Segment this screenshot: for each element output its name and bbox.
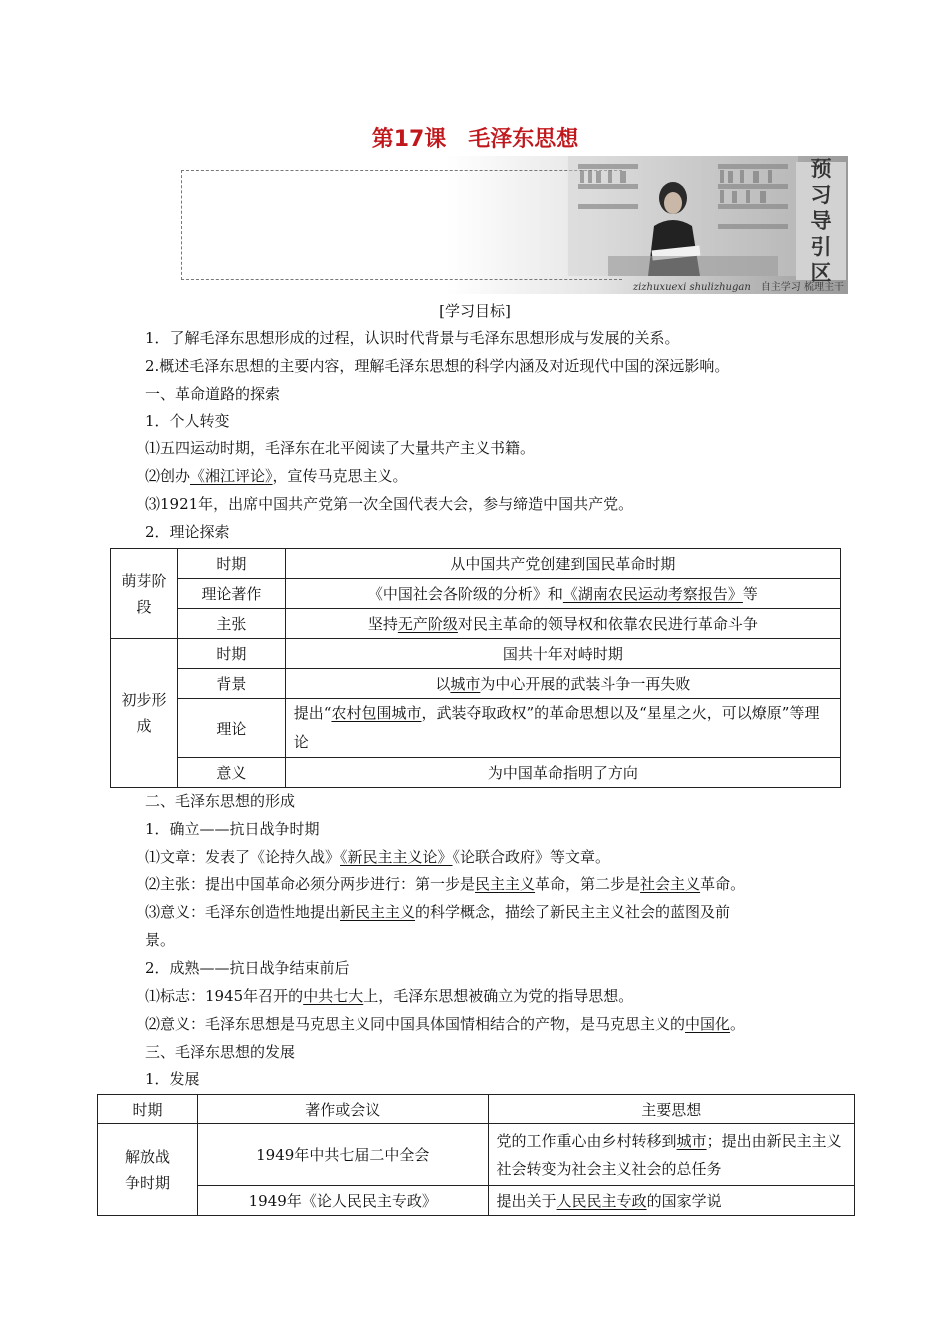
row-key: 时期 [177,549,285,579]
answer-blank: 农村包围城市 [331,704,422,722]
list-item [145,846,610,867]
text: ，武装夺取政权”的革命思想以及“星星之火，可以燎原”等理论 [293,704,820,751]
answer-blank: 城市 [676,1131,707,1150]
stage-label: 萌芽阶段 [121,571,167,616]
column-header: 著作或会议 [197,1095,488,1124]
text: 的国家学说 [646,1192,722,1210]
label-char: 区 [810,261,832,285]
row-value: 从中国共产党创建到国民革命时期 [285,549,840,579]
label-char: 导 [810,209,832,233]
text: 等 [742,585,758,603]
preview-banner [178,156,848,294]
text: ⑵创办 [145,467,191,485]
list-item [145,1013,745,1034]
column-header: 主要思想 [488,1095,854,1124]
row-key: 理论 [177,699,285,758]
preview-guide-label [796,157,846,285]
list-item [145,873,745,894]
subsection-heading: 2．理论探索 [145,523,230,541]
row-key: 主张 [177,609,285,639]
text: 为中心开展的武装斗争一再失败 [480,675,691,693]
section-heading: 三、毛泽东思想的发展 [145,1043,296,1061]
label-char: 预 [810,157,832,181]
answer-blank: 城市 [450,675,481,693]
subsection-heading: 2．成熟——抗日战争结束前后 [145,959,350,977]
label-char: 习 [810,183,832,207]
subsection-heading: 1．确立——抗日战争时期 [145,820,320,838]
text: 《中国社会各阶级的分析》和 [367,585,563,603]
text: ⑵意义：毛泽东思想是马克思主义同中国具体国情相结合的产物，是马克思主义的 [145,1015,686,1033]
row-value: 为中国革命指明了方向 [285,758,840,788]
banner-dashed-frame [181,170,622,280]
answer-blank: 社会主义 [640,875,701,893]
idea-cell [488,1186,854,1216]
banner-pinyin: zizhuxuexi shulizhugan [632,282,751,293]
idea-cell [488,1124,854,1186]
text: ⑵主张：提出中国革命必须分两步进行：第一步是 [145,875,476,893]
stage-label: 初步形成 [121,691,167,735]
period-cell [98,1124,198,1216]
objective-item: 2.概述毛泽东思想的主要内容，理解毛泽东思想的科学内涵及对近现代中国的深远影响。 [145,357,730,375]
row-value [285,669,840,699]
text: 坚持 [367,615,398,633]
list-item-continuation: 景。 [145,931,176,949]
answer-blank: 《湖南农民运动考察报告》 [562,585,743,603]
answer-blank: 人民民主专政 [556,1192,647,1210]
text: 提出关于 [496,1192,557,1210]
answer-blank: 中国化 [685,1015,731,1033]
text: ，宣传马克思主义。 [272,467,408,485]
lesson-title: 第17课 毛泽东思想 [371,127,579,152]
row-value: 国共十年对峙时期 [285,639,840,669]
list-item [145,465,408,486]
row-key: 意义 [177,758,285,788]
period-label: 解放战争时期 [124,1147,170,1192]
theory-exploration-table [110,548,841,788]
subsection-heading: 1．个人转变 [145,412,230,430]
stage-cell [111,549,178,639]
banner-caption [178,278,848,294]
row-value [285,699,840,758]
answer-blank: 中共七大 [303,987,364,1005]
row-value [285,579,840,609]
objectives-header: [学习目标] [439,302,511,320]
work-cell: 1949年中共七届二中全会 [197,1124,488,1186]
text: 以 [435,675,451,693]
column-header: 时期 [98,1095,198,1124]
text: ；提出由新民主主义社会转变为社会主义社会的总任务 [496,1131,842,1178]
text: ⑴文章：发表了《论持久战》 [145,848,341,866]
row-key: 时期 [177,639,285,669]
answer-blank: 《新民主主义论》 [340,848,453,866]
answer-blank: 无产阶级 [397,615,458,633]
library-photo-illustration [568,156,798,276]
list-item: ⑶1921年，出席中国共产党第一次全国代表大会，参与缔造中国共产党。 [145,495,634,513]
text: 《论联合政府》等文章。 [452,848,611,866]
row-key: 理论著作 [177,579,285,609]
text: 革命。 [700,875,746,893]
text: ⑶意义：毛泽东创造性地提出 [145,903,341,921]
text: 革命，第二步是 [535,875,641,893]
row-value [285,609,840,639]
text: 党的工作重心由乡村转移到 [496,1131,677,1150]
label-char: 引 [810,235,832,259]
list-item [145,901,730,922]
stage-cell [111,639,178,788]
text: ⑴标志：1945年召开的 [145,987,304,1005]
development-table [97,1094,855,1216]
banner-subtitle: 自主学习 梳理主干 [760,282,844,293]
list-item: ⑴五四运动时期，毛泽东在北平阅读了大量共产主义书籍。 [145,439,536,457]
subsection-heading: 1．发展 [145,1070,200,1088]
answer-blank: 《湘江评论》 [190,467,273,485]
work-cell: 1949年《论人民民主专政》 [197,1186,488,1216]
text: 的科学概念，描绘了新民主主义社会的蓝图及前 [415,903,731,921]
text: 上，毛泽东思想被确立为党的指导思想。 [363,987,634,1005]
text: 。 [730,1015,746,1033]
section-heading: 一、革命道路的探索 [145,385,281,403]
text: 提出“ [293,704,332,722]
text: 对民主革命的领导权和依靠农民进行革命斗争 [457,615,758,633]
list-item [145,985,633,1006]
answer-blank: 新民主主义 [340,903,416,921]
row-key: 背景 [177,669,285,699]
objective-item: 1．了解毛泽东思想形成的过程，认识时代背景与毛泽东思想形成与发展的关系。 [145,329,680,347]
answer-blank: 民主主义 [475,875,536,893]
section-heading: 二、毛泽东思想的形成 [145,792,296,810]
